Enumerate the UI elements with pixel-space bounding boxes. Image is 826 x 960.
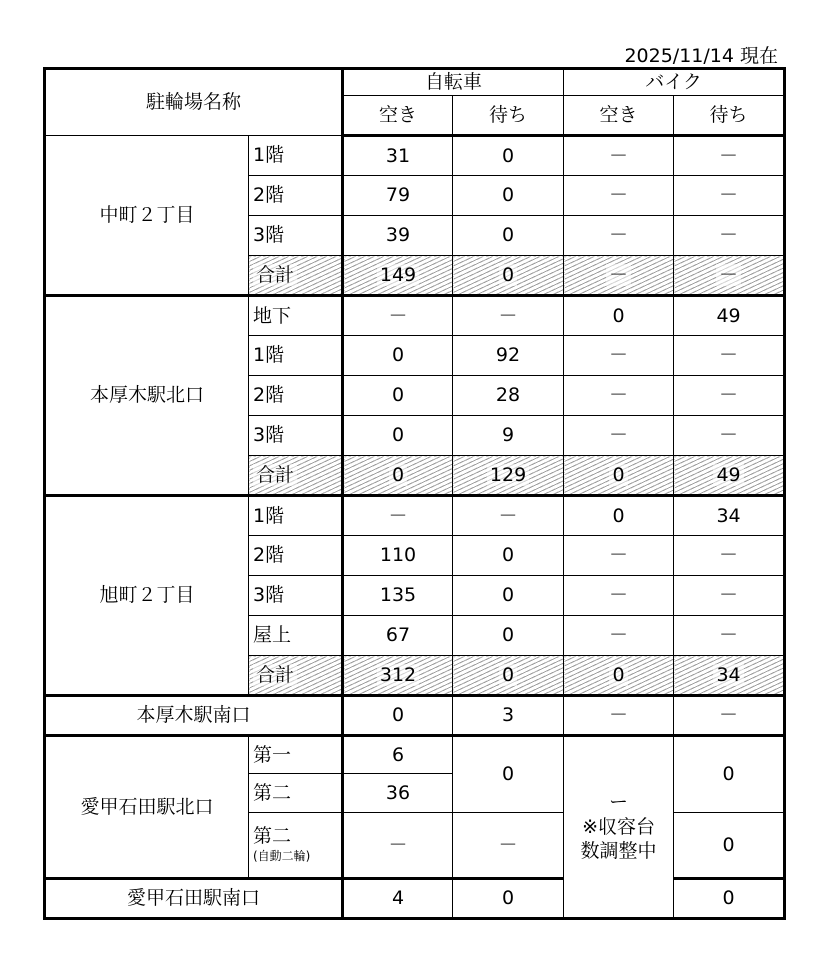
motorbike-waiting: － <box>674 176 785 216</box>
header-motorbike: バイク <box>564 69 785 96</box>
lot-name-aikou-north: 愛甲石田駅北口 <box>45 736 249 879</box>
motorbike-vacant: － <box>564 696 674 736</box>
bicycle-vacant: 79 <box>343 176 453 216</box>
bicycle-vacant: － <box>343 296 453 336</box>
total-motorbike-waiting: 34 <box>674 656 785 696</box>
bicycle-vacant: 0 <box>343 696 453 736</box>
header-bicycle-waiting: 待ち <box>453 96 564 136</box>
header-motorbike-vacant: 空き <box>564 96 674 136</box>
motorbike-vacant: － <box>564 616 674 656</box>
lot-name-honatsugi-south: 本厚木駅南口 <box>45 696 343 736</box>
floor-label: 1階 <box>249 336 343 376</box>
floor-label: 屋上 <box>249 616 343 656</box>
bicycle-vacant: 39 <box>343 216 453 256</box>
header-bicycle: 自転車 <box>343 69 564 96</box>
motorbike-waiting: － <box>674 616 785 656</box>
total-motorbike-waiting: 49 <box>674 456 785 496</box>
total-motorbike-vacant: 0 <box>564 656 674 696</box>
total-motorbike-vacant: － <box>564 256 674 296</box>
bicycle-waiting: 0 <box>453 216 564 256</box>
bicycle-vacant: 0 <box>343 376 453 416</box>
bicycle-waiting: 28 <box>453 376 564 416</box>
bicycle-vacant: 110 <box>343 536 453 576</box>
bicycle-waiting: 0 <box>453 879 564 919</box>
bicycle-vacant: 0 <box>343 336 453 376</box>
floor-label: 2階 <box>249 376 343 416</box>
adjust-note-line1: ※収容台 <box>582 815 655 838</box>
section-sublabel: (自動二輪) <box>253 849 311 864</box>
motorbike-waiting: 0 <box>674 813 785 879</box>
bicycle-waiting: 9 <box>453 416 564 456</box>
motorbike-waiting: － <box>674 576 785 616</box>
motorbike-vacant: － <box>564 136 674 176</box>
total-bicycle-vacant: 149 <box>343 256 453 296</box>
bicycle-vacant: 36 <box>343 774 453 813</box>
parking-availability-table <box>43 67 786 920</box>
total-bicycle-waiting: 0 <box>453 256 564 296</box>
motorbike-vacant: － <box>564 216 674 256</box>
floor-label: 3階 <box>249 216 343 256</box>
bicycle-waiting: 0 <box>453 616 564 656</box>
bicycle-vacant: 4 <box>343 879 453 919</box>
as-of-date: 2025/11/14 現在 <box>624 45 778 67</box>
total-bicycle-waiting: 0 <box>453 656 564 696</box>
bicycle-waiting: － <box>453 296 564 336</box>
bicycle-waiting: － <box>453 496 564 536</box>
floor-label: 地下 <box>249 296 343 336</box>
bicycle-waiting: 0 <box>453 576 564 616</box>
motorbike-waiting: － <box>674 416 785 456</box>
bicycle-waiting: 92 <box>453 336 564 376</box>
bicycle-vacant: － <box>343 496 453 536</box>
bicycle-waiting: 0 <box>453 536 564 576</box>
motorbike-waiting: － <box>674 136 785 176</box>
bicycle-vacant: 6 <box>343 736 453 774</box>
section-label: 第一 <box>249 736 343 774</box>
motorbike-waiting: － <box>674 216 785 256</box>
bicycle-waiting: 3 <box>453 696 564 736</box>
total-motorbike-waiting: － <box>674 256 785 296</box>
table-row <box>45 736 785 774</box>
floor-label: 2階 <box>249 176 343 216</box>
motorbike-vacant: － <box>564 336 674 376</box>
bicycle-vacant: 0 <box>343 416 453 456</box>
floor-label: 3階 <box>249 576 343 616</box>
motorbike-vacant: － <box>564 416 674 456</box>
total-bicycle-waiting: 129 <box>453 456 564 496</box>
table-row <box>45 696 785 736</box>
lot-name-nakamachi: 中町２丁目 <box>45 136 249 296</box>
table-row <box>45 296 785 336</box>
bicycle-vacant: 31 <box>343 136 453 176</box>
floor-label: 1階 <box>249 136 343 176</box>
header-name: 駐輪場名称 <box>45 69 343 136</box>
motorbike-waiting: 0 <box>674 879 785 919</box>
motorbike-waiting: － <box>674 536 785 576</box>
table-row <box>45 136 785 176</box>
motorbike-vacant: 0 <box>564 496 674 536</box>
section-label: 第二 <box>249 774 343 813</box>
motorbike-vacant: － <box>564 376 674 416</box>
floor-label: 3階 <box>249 416 343 456</box>
motorbike-waiting: 49 <box>674 296 785 336</box>
long-dash: ー <box>609 790 629 813</box>
motorbike-waiting: － <box>674 696 785 736</box>
total-label: 合計 <box>249 456 343 496</box>
adjust-note-line2: 数調整中 <box>580 840 657 863</box>
lot-name-asahicho: 旭町２丁目 <box>45 496 249 696</box>
total-bicycle-vacant: 312 <box>343 656 453 696</box>
motorbike-vacant: － <box>564 176 674 216</box>
motorbike-vacant: 0 <box>564 296 674 336</box>
bicycle-waiting: 0 <box>453 176 564 216</box>
floor-label: 2階 <box>249 536 343 576</box>
total-bicycle-vacant: 0 <box>343 456 453 496</box>
motorbike-waiting: － <box>674 376 785 416</box>
bicycle-waiting: － <box>453 813 564 879</box>
lot-name-aikou-south: 愛甲石田駅南口 <box>45 879 343 919</box>
lot-name-honatsugi-north: 本厚木駅北口 <box>45 296 249 496</box>
bicycle-vacant: 67 <box>343 616 453 656</box>
bicycle-waiting: 0 <box>453 136 564 176</box>
header-bicycle-vacant: 空き <box>343 96 453 136</box>
motorbike-waiting: 34 <box>674 496 785 536</box>
section-label-motorbike: 第二 (自動二輪) <box>249 813 343 879</box>
motorbike-vacant: － <box>564 536 674 576</box>
bicycle-vacant: － <box>343 813 453 879</box>
motorbike-waiting-shared: 0 <box>674 736 785 813</box>
motorbike-vacant: － <box>564 576 674 616</box>
bicycle-waiting-shared: 0 <box>453 736 564 813</box>
table-row <box>45 879 785 919</box>
bicycle-vacant: 135 <box>343 576 453 616</box>
table-row <box>45 496 785 536</box>
motorbike-vacant-adjusting <box>564 736 674 919</box>
floor-label: 1階 <box>249 496 343 536</box>
total-label: 合計 <box>249 656 343 696</box>
header-motorbike-waiting: 待ち <box>674 96 785 136</box>
motorbike-waiting: － <box>674 336 785 376</box>
total-motorbike-vacant: 0 <box>564 456 674 496</box>
total-label: 合計 <box>249 256 343 296</box>
